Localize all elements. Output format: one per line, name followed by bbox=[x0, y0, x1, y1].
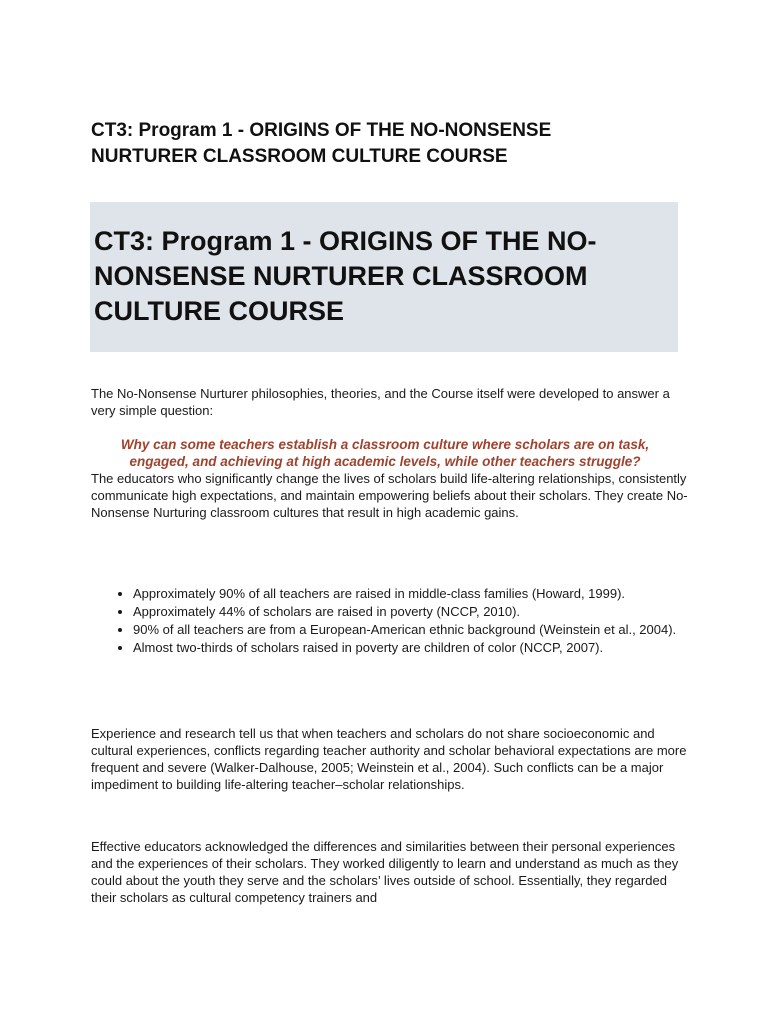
body-paragraph-3: Effective educators acknowledged the differences and similarities between their personal experiences and the experiences of their scholars. They worked diligently to learn and understand as much as they could about the youth they serve and the scholars’ lives outside of school. Essentially, they regarded their scholars as cultural competency trainers and bbox=[91, 839, 679, 905]
body-paragraph-1: The educators who significantly change the lives of scholars build life-altering relationships, consistently communicate high expectations, and maintain empowering beliefs about their scholars. They create No-Nonsense Nurturing classroom cultures that result in high academic gains. bbox=[91, 471, 688, 520]
statistics-list bbox=[113, 585, 693, 657]
list-item: • Almost two-thirds of scholars raised in poverty are children of color (NCCP, 2007). bbox=[133, 639, 693, 656]
intro-paragraph: The No-Nonsense Nurturer philosophies, theories, and the Course itself were developed to answer a very simple question: bbox=[91, 386, 670, 418]
banner-title: CT3: Program 1 - ORIGINS OF THE NO-NONSENSE NURTURER CLASSROOM CULTURE COURSE bbox=[94, 226, 597, 326]
list-item: • Approximately 44% of scholars are raised in poverty (NCCP, 2010). bbox=[133, 603, 693, 620]
page-title: CT3: Program 1 - ORIGINS OF THE NO-NONSENSE NURTURER CLASSROOM CULTURE COURSE bbox=[91, 120, 552, 167]
key-question: Why can some teachers establish a classroom culture where scholars are on task, engaged, and achieving at high academic levels, while other teachers struggle? bbox=[120, 437, 650, 469]
list-item: • 90% of all teachers are from a European-American ethnic background (Weinstein et al., 2004). bbox=[133, 621, 693, 638]
title-banner bbox=[90, 202, 678, 352]
body-paragraph-2: Experience and research tell us that when teachers and scholars do not share socioeconomic and cultural experiences, conflicts regarding teacher authority and scholar behavioral expectations are more frequent and severe (Walker-Dalhouse, 2005; Weinstein et al., 2004). Such conflicts can be a major impediment to building life-altering teacher–scholar relationships. bbox=[91, 726, 687, 792]
list-item: • Approximately 90% of all teachers are raised in middle-class families (Howard, 1999). bbox=[133, 585, 693, 602]
